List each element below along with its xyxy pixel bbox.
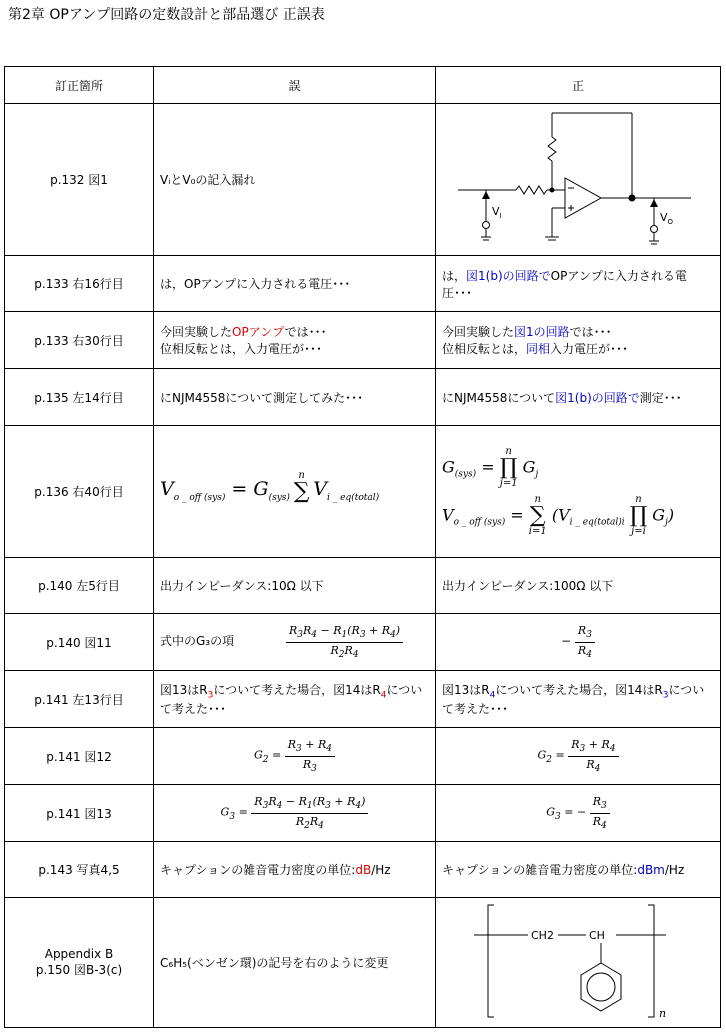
text: では･･･ [569, 325, 612, 339]
table-row [5, 785, 721, 842]
text: キャプションの雑音電力密度の単位: [160, 863, 356, 877]
wrong-cell: $V_{o \_ off (sys)} = G_{(sys)}$ n ∑ $V_{i \_ eq(total)}$ [154, 426, 436, 558]
location-cell [5, 898, 154, 1028]
header-location: 訂正箇所 [5, 67, 154, 104]
text: 式中のG₃の項 [160, 634, 235, 649]
wrong-cell [154, 842, 436, 898]
location-cell: p.135 左14行目 [5, 369, 154, 426]
text: について考えた場合，図14はR [495, 682, 663, 697]
ch2-label: CH2 [531, 928, 554, 942]
highlight: 図1の回路 [514, 325, 570, 339]
table-row [5, 312, 721, 369]
text: について考えた･･･ [160, 682, 423, 717]
highlight: 図1(b)の回路で [466, 268, 551, 283]
location-cell: p.141 図13 [5, 785, 154, 842]
table-row [5, 558, 721, 614]
correct-cell [436, 312, 721, 369]
wrong-cell: 式中のG₃の項 $\frac{R_3R_4 - R_1(R_3 + R_4)}{R_2R_4}$ [154, 614, 436, 671]
chemical-structure [436, 899, 721, 1027]
correct-cell: 出力インピーダンス:100Ω 以下 [436, 558, 721, 614]
highlight: dB [355, 863, 372, 877]
correct-cell: $G_2$ = $\frac{R_3 + R_4}{R_4}$ [436, 728, 721, 785]
location-cell: p.141 図12 [5, 728, 154, 785]
correct-cell [436, 842, 721, 898]
location-cell: p.136 右40行目 [5, 426, 154, 558]
table-row [5, 614, 721, 671]
correct-cell [436, 369, 721, 426]
text: p.150 図B-3(c) [35, 963, 123, 977]
header-correct: 正 [436, 67, 721, 104]
correct-cell [436, 898, 721, 1028]
correct-cell: − $\frac{R_3}{R_4}$ [436, 614, 721, 671]
text: Appendix B [44, 947, 114, 961]
table-row [5, 369, 721, 426]
text: 位相反転とは， [442, 342, 527, 356]
highlight: 同相 [526, 342, 551, 356]
wrong-cell: C₆H₅(ベンゼン環)の記号を右のように変更 [154, 898, 436, 1028]
correct-cell: $G_{(sys)}$ = n ∏ j=1 $G_j$ $V_{o \_ off (sys)}$ = n ∑ i=1 ($V_{i \_ eq(total)i}$ n ∏ j=i $G_j$) [436, 426, 721, 558]
table-row [5, 728, 721, 785]
correct-cell: $G_3$ = − $\frac{R_3}{R_4}$ [436, 785, 721, 842]
text: について考えた場合，図14はR [213, 682, 381, 697]
text: 位相反転とは，入力電圧が･･･ [160, 342, 323, 356]
table-row [5, 842, 721, 898]
wrong-cell: 図13は$R_3$について考えた場合，図14は$R_4$について考えた･･･ [154, 671, 436, 728]
vi-label: $V_I$ [492, 204, 502, 220]
correct-cell: 図13は$R_4$について考えた場合，図14は$R_3$について考えた･･･ [436, 671, 721, 728]
location-cell: p.133 右16行目 [5, 256, 154, 312]
text: では･･･ [284, 325, 327, 339]
vo-label: $V_O$ [660, 210, 674, 226]
wrong-cell: にNJM4558について測定してみた･･･ [154, 369, 436, 426]
location-cell: p.132 図1 [5, 104, 154, 256]
text: /Hz [371, 863, 391, 877]
text: 今回実験した [442, 325, 515, 339]
n-label: n [659, 1006, 667, 1020]
location-cell: p.140 図11 [5, 614, 154, 671]
table-row [5, 898, 721, 1028]
table-row [5, 426, 721, 558]
correct-cell [436, 104, 721, 256]
table-row [5, 256, 721, 312]
location-cell: p.141 左13行目 [5, 671, 154, 728]
text: 図13はR [442, 682, 490, 697]
page-title: 第2章 OPアンプ回路の定数設計と部品選び 正誤表 [8, 7, 325, 23]
wrong-cell: 出力インピーダンス:10Ω 以下 [154, 558, 436, 614]
correct-cell [436, 256, 721, 312]
table-row [5, 104, 721, 256]
wrong-cell [154, 312, 436, 369]
text: 測定･･･ [639, 390, 682, 405]
text: 入力電圧が･･･ [550, 342, 629, 356]
ch-label: CH [589, 928, 605, 942]
text: OPアンプに入力される電圧･･･ [442, 268, 687, 300]
location-cell: p.133 右30行目 [5, 312, 154, 369]
text: 今回実験した [160, 325, 233, 339]
wrong-cell: は，OPアンプに入力される電圧･･･ [154, 256, 436, 312]
location-cell: p.143 写真4,5 [5, 842, 154, 898]
wrong-cell: $G_3$ = $\frac{R_3R_4 - R_1(R_3 + R_4)}{R_2R_4}$ [154, 785, 436, 842]
text: は， [442, 268, 467, 283]
highlight: 図1(b)の回路で [555, 390, 640, 405]
wrong-cell: $G_2$ = $\frac{R_3 + R_4}{R_3}$ [154, 728, 436, 785]
circuit-diagram [436, 105, 721, 255]
highlight: dBm [637, 863, 665, 877]
text: /Hz [664, 863, 685, 877]
text: 図13はR [160, 682, 208, 697]
text: にNJM4558について [442, 390, 556, 405]
wrong-cell: VᵢとV₀の記入漏れ [154, 104, 436, 256]
text: について考えた･･･ [442, 682, 705, 717]
text: キャプションの雑音電力密度の単位: [442, 863, 638, 877]
header-wrong: 誤 [154, 67, 436, 104]
highlight: OPアンプ [232, 325, 285, 339]
errata-table [4, 66, 721, 1028]
location-cell: p.140 左5行目 [5, 558, 154, 614]
table-row [5, 671, 721, 728]
header-row [5, 67, 721, 104]
